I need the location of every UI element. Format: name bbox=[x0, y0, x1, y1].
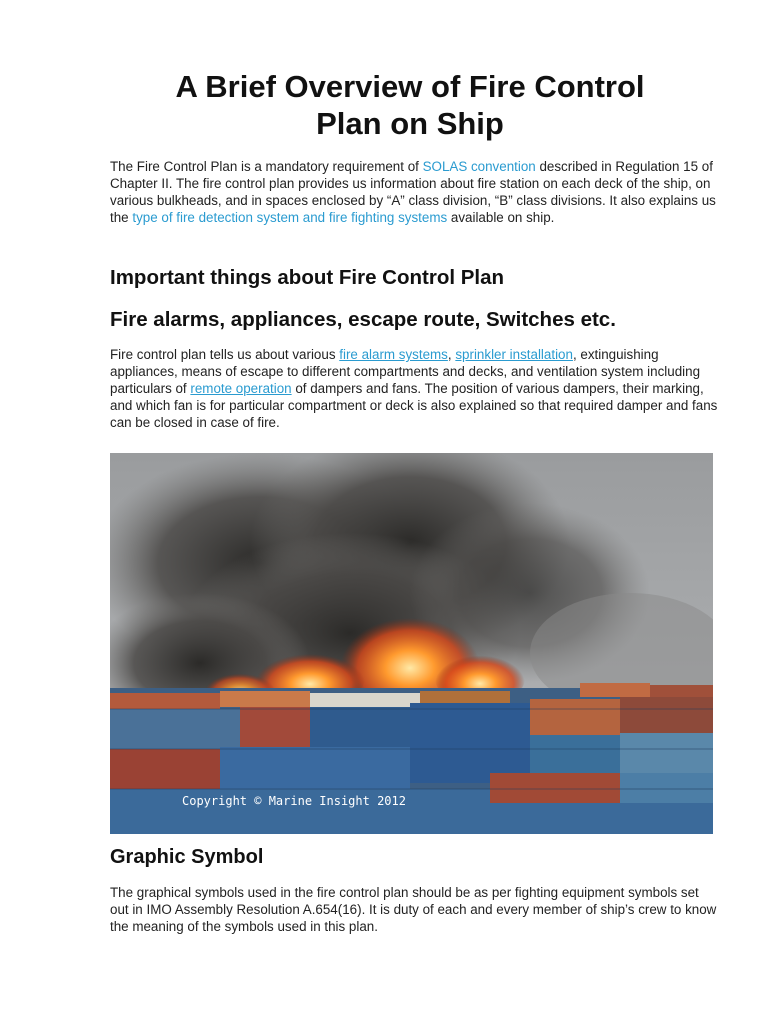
title-line-1: A Brief Overview of Fire Control bbox=[175, 69, 645, 104]
fire-alarm-systems-link[interactable]: fire alarm systems bbox=[339, 347, 448, 362]
alarms-text-4: of dampers and fans. The position of various dampers, their marking, and which fan is for particular compartment or deck is also explained so that required damper and fans can be closed in case of fire. bbox=[110, 381, 718, 430]
alarms-text-2: , bbox=[447, 347, 456, 362]
graphic-symbol-paragraph: The graphical symbols used in the fire control plan should be as per fighting equipment symbols set out in IMO Assembly Resolution A.654(16). It is duty of each and every member of ship’s crew to know the meaning of the symbols used in this plan. bbox=[110, 885, 717, 934]
heading-important-things: Important things about Fire Control Plan bbox=[110, 266, 505, 289]
intro-text-3: available on ship. bbox=[447, 210, 555, 225]
intro-text-1: The Fire Control Plan is a mandatory requirement of bbox=[110, 159, 423, 174]
ship-fire-illustration bbox=[110, 453, 713, 834]
sprinkler-installation-link[interactable]: sprinkler installation bbox=[455, 347, 573, 362]
intro-paragraph bbox=[110, 158, 720, 226]
intro-text-2: described in Regulation 15 of Chapter II. The fire control plan provides us information about fire station on each deck of the ship, on various bulkheads, and in spaces enclosed by “A” class division, “B” class divisions. It also explains us the bbox=[110, 159, 716, 225]
alarms-text-1: Fire control plan tells us about various bbox=[110, 347, 340, 362]
heading-fire-alarms: Fire alarms, appliances, escape route, Switches etc. bbox=[110, 308, 616, 331]
alarms-text-3: , extinguishing appliances, means of escape to different compartments and decks, and ventilation system including particulars of bbox=[110, 347, 701, 396]
page-title bbox=[110, 68, 710, 142]
solas-convention-link[interactable]: SOLAS convention bbox=[422, 159, 536, 174]
remote-operation-link[interactable]: remote operation bbox=[190, 381, 292, 396]
fire-detection-systems-link[interactable]: type of fire detection system and fire fighting systems bbox=[132, 210, 448, 225]
title-line-2: Plan on Ship bbox=[316, 106, 504, 141]
heading-graphic-symbol: Graphic Symbol bbox=[110, 846, 264, 868]
fire-alarms-paragraph bbox=[110, 346, 720, 431]
ship-fire-photo bbox=[110, 453, 713, 834]
photo-copyright-text: Copyright © Marine Insight 2012 bbox=[182, 794, 406, 808]
